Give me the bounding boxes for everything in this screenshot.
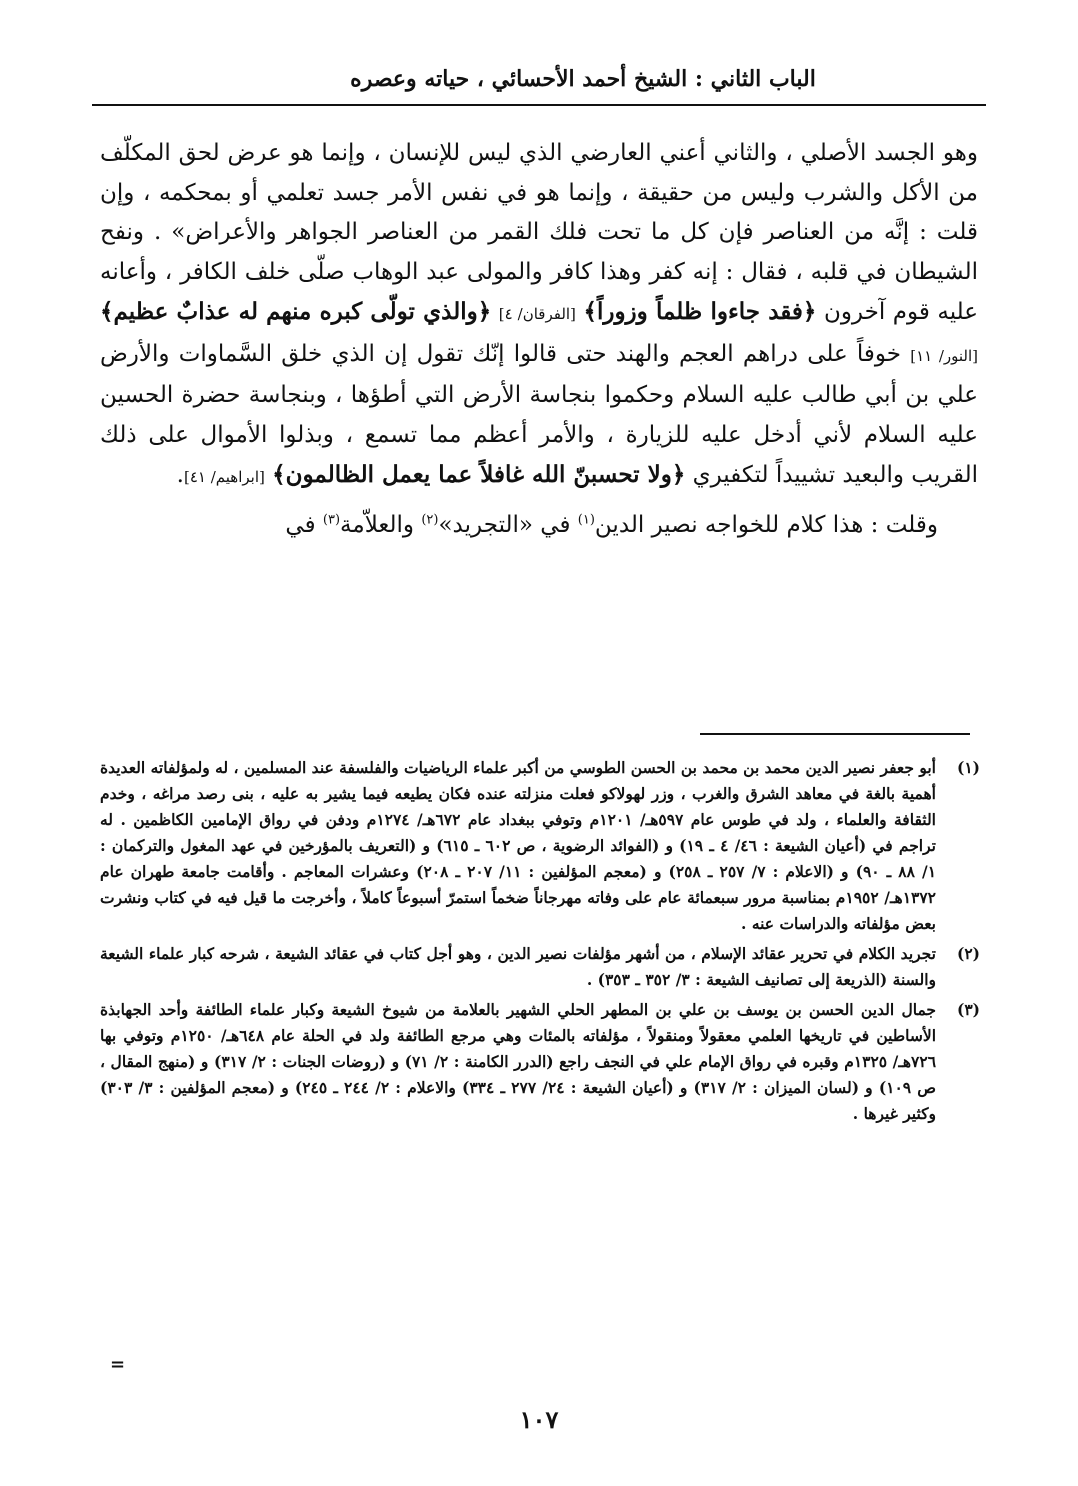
footnote-ref-2[interactable]: (٢) — [421, 511, 439, 527]
footnote-1 — [100, 755, 980, 937]
footnote-text: جمال الدين الحسن بن يوسف بن علي بن المطهر الحلي الشهير بالعلامة من شيوخ الشيعة وكبار علماء الطائفة وأحد الجهابذة الأساطين في تاريخها العلمي معقولاً ومنقولاً ، مؤلفاته بالمئات وهي مرجع الطائفة ولد في الحلة عام ٦٤٨هـ/ ١٢٥٠م وتوفي بها ٧٢٦هـ/ ١٣٢٥م وقبره في رواق الإمام علي في النجف راجع (الدرر الكامنة : ٢/ ٧١) و (روضات الجنات : ٢/ ٣١٧) و (منهج المقال ، ص ١٠٩) و (لسان الميزان : ٢/ ٣١٧) و (أعيان الشيعة : ٢٤/ ٢٧٧ ـ ٣٣٤) والاعلام : ٢/ ٢٤٤ ـ ٢٤٥) و (معجم المؤلفين : ٣/ ٣٠٣) وكثير غيرها . — [100, 1000, 937, 1123]
footnote-number: (٢) — [956, 944, 980, 963]
footnote-number: (٣) — [956, 1000, 980, 1019]
quran-quote-1: ﴿فقد جاءوا ظلماً وزوراً﴾ — [583, 298, 817, 325]
footnote-3 — [100, 997, 980, 1127]
footnote-2 — [100, 941, 980, 993]
footnote-separator — [700, 733, 970, 735]
running-header: الباب الثاني : الشيخ أحمد الأحسائي ، حياته وعصره — [350, 66, 816, 92]
footnote-ref-3[interactable]: (٣) — [322, 511, 341, 527]
paragraph-1-text: وهو الجسد الأصلي ، والثاني أعني العارضي الذي ليس للإنسان ، وإنما هو عرض لحق المكلّف من الأكل والشرب وليس من حقيقة ، وإنما هو في نفس الأمر جسد تعلمي أو بمحكمه ، وإن قلت : إنَّه من العناصر فإن كل ما تحت فلك القمر من العناصر الجواهر والأعراض» . ونفح الشيطان في قلبه ، فقال : إنه كفر وهذا كافر والمولى عبد الوهاب صلّى خلف الكافر ، وأعانه عليه قوم آخرون — [100, 140, 979, 325]
footnotes — [100, 755, 980, 1131]
paragraph-1-continued: خوفاً على دراهم العجم والهند حتى قالوا إنّك تقول إن الذي خلق السَّماوات والأرض علي بن أبي طالب عليه السلام وحكموا بنجاسة الأرض التي أطؤها ، وبنجاسة حضرة الحسين عليه السلام لأني أدخل عليه للزيارة ، والأمر أعظم مما تسمع ، وبذلوا الأموال على ذلك القريب والبعيد تشييداً لتكفيري — [100, 340, 978, 488]
paragraph-2-text-b: في «التجريد» — [438, 511, 571, 538]
paragraph-1-end: . — [176, 462, 184, 488]
footnote-ref-1[interactable]: (١) — [577, 511, 595, 527]
quran-citation-3: [ابراهيم/ ٤١] — [183, 468, 265, 486]
quran-citation-2: [النور/ ١١] — [910, 346, 978, 365]
page-number: ١٠٧ — [519, 1405, 559, 1434]
footnote-continues-mark: = — [110, 1354, 126, 1375]
footnote-number: (١) — [956, 758, 980, 777]
header-rule — [92, 104, 986, 106]
paragraph-1 — [100, 134, 978, 498]
footnote-text: أبو جعفر نصير الدين محمد بن محمد بن الحسن الطوسي من أكبر علماء الرياضيات والفلسفة عند المسلمين ، له ولمؤلفاته العديدة أهمية بالغة في معاهد الشرق والغرب ، وزر لهولاكو فعلت منزلته عنده فكان يطيعه فيما يشير به عليه ، بنى رصد مراغه ، وخدم الثقافة والعلماء ، ولد في طوس عام ٥٩٧هـ/ ١٢٠١م وتوفي ببغداد عام ٦٧٢هـ/ ١٢٧٤م ودفن في رواق الإمامين الكاظمين . له تراجم في (أعيان الشيعة : ٤٦/ ٤ ـ ١٩) و (الفوائد الرضوية ، ص ٦٠٢ ـ ٦١٥) و (التعريف بالمؤرخين في عهد المغول والتركمان : ١/ ٨٨ ـ ٩٠) و (الاعلام : ٧/ ٢٥٧ ـ ٢٥٨) و (معجم المؤلفين : ١١/ ٢٠٧ ـ ٢٠٨) وعشرات المعاجم . وأقامت جامعة طهران عام ١٣٧٢هـ/ ١٩٥٢م بمناسبة مرور سبعمائة عام على وفاته مهرجاناً ضخماً استمرّ أسبوعاً كاملاً ، وأخرجت ما قيل فيه في كتاب ونشرت بعض مؤلفاته والدراسات عنه . — [99, 758, 937, 933]
quran-citation-1: [الفرقان/ ٤] — [498, 305, 576, 323]
quran-quote-3: ﴿ولا تحسبنّ الله غافلاً عما يعمل الظالمون﴾ — [272, 461, 686, 488]
paragraph-2-text-d: في — [285, 511, 316, 538]
main-text — [100, 134, 978, 545]
quran-quote-2: ﴿والذي تولّى كبره منهم له عذابٌ عظيم﴾ — [100, 298, 492, 325]
paragraph-2 — [100, 506, 978, 546]
paragraph-2-text-a: وقلت : هذا كلام للخواجه نصير الدين — [594, 511, 938, 538]
paragraph-2-text-c: والعلاّمة — [340, 511, 415, 538]
footnote-text: تجريد الكلام في تحرير عقائد الإسلام ، من أشهر مؤلفات نصير الدين ، وهو أجل كتاب في عقائد الشيعة ، شرحه كبار علماء الشيعة والسنة (الذريعة إلى تصانيف الشيعة : ٣/ ٣٥٢ ـ ٣٥٣) . — [100, 944, 936, 989]
